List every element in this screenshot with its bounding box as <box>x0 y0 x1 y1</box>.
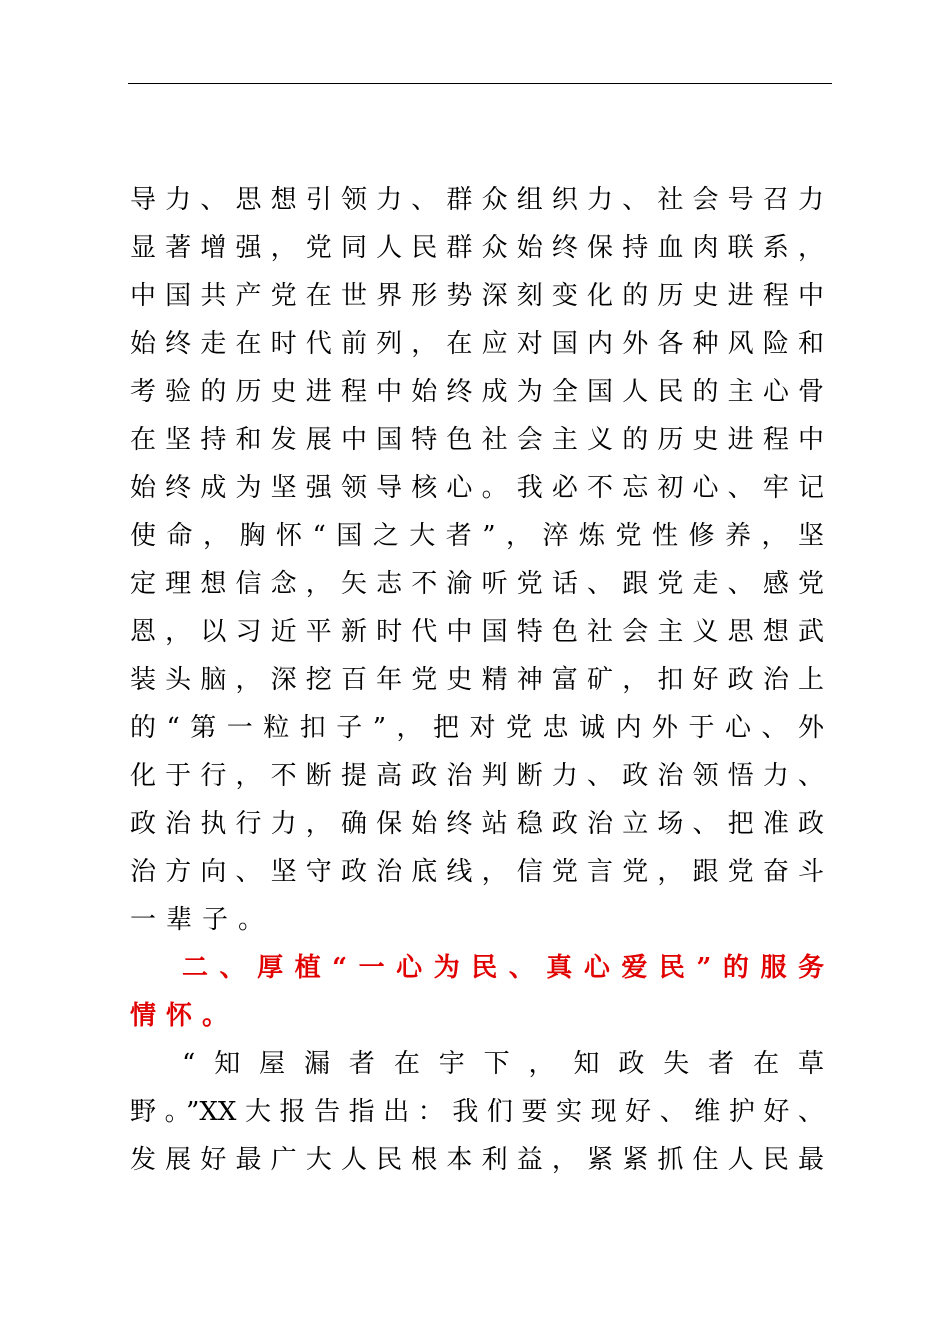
text-line: 野。”XX大报告指出：我们要实现好、维护好、 <box>130 1097 824 1127</box>
text-line: 的“第一粒扣子”，把对党忠诚内外于心、外 <box>130 713 824 743</box>
text-line: 中国共产党在世界形势深刻变化的历史进程中 <box>130 281 824 311</box>
section-heading <box>130 944 824 1040</box>
text-line: “知屋漏者在宇下，知政失者在草 <box>182 1049 824 1079</box>
heading-line: 情怀。 <box>130 1001 239 1031</box>
text-line: 使命，胸怀“国之大者”，淬炼党性修养，坚 <box>130 521 824 551</box>
text-line: 考验的历史进程中始终成为全国人民的主心骨 <box>130 377 824 407</box>
text-line: 始终成为坚强领导核心。我必不忘初心、牢记 <box>130 473 824 503</box>
heading-line: 二、厚植“一心为民、真心爱民”的服务 <box>182 953 824 983</box>
text-line: 定理想信念，矢志不渝听党话、跟党走、感党 <box>130 569 824 599</box>
text-line: 导力、思想引领力、群众组织力、社会号召力 <box>130 185 824 215</box>
text-line: 在坚持和发展中国特色社会主义的历史进程中 <box>130 425 824 455</box>
text-line: 发展好最广大人民根本利益，紧紧抓住人民最 <box>130 1145 824 1175</box>
text-line: 始终走在时代前列，在应对国内外各种风险和 <box>130 329 824 359</box>
paragraph <box>130 1040 824 1184</box>
text-line: 一辈子。 <box>130 905 275 935</box>
paragraph <box>130 176 824 944</box>
header-rule <box>128 83 832 84</box>
text-line: 恩，以习近平新时代中国特色社会主义思想武 <box>130 617 824 647</box>
text-line: 政治执行力，确保始终站稳政治立场、把准政 <box>130 809 824 839</box>
text-line: 治方向、坚守政治底线，信党言党，跟党奋斗 <box>130 857 824 887</box>
text-line: 装头脑，深挖百年党史精神富矿，扣好政治上 <box>130 665 824 695</box>
text-line: 显著增强，党同人民群众始终保持血肉联系， <box>130 233 824 263</box>
text-line: 化于行，不断提高政治判断力、政治领悟力、 <box>130 761 824 791</box>
document-body <box>130 176 824 1184</box>
